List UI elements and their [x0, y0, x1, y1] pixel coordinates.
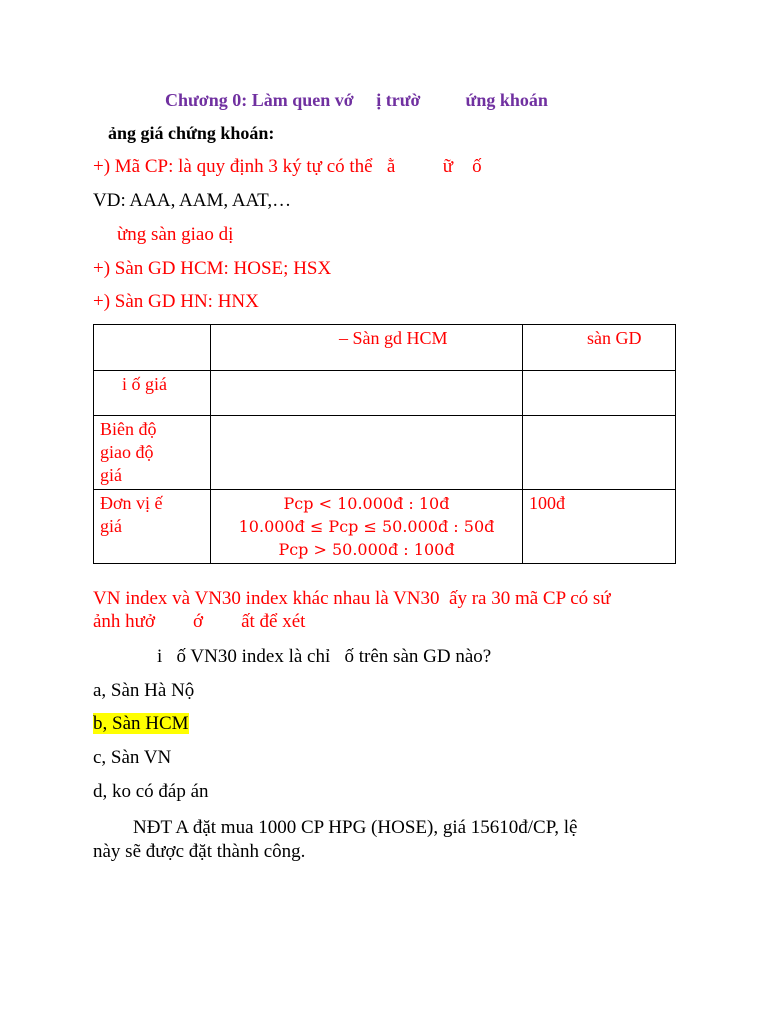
table-row	[94, 490, 676, 564]
ma-cp-line: +) Mã CP: là quy định 3 ký tự có thể ằ ữ ố	[93, 156, 482, 177]
row-label-band	[94, 416, 211, 490]
option-a: a, Sàn Hà Nộ	[93, 680, 195, 701]
formula-line: Pcp > 50.000đ : 100đ	[278, 540, 455, 559]
page-title: Chương 0: Làm quen vớ ị trườ ứng khoán	[165, 90, 548, 110]
header-cell-gd	[523, 325, 676, 371]
row-cell-hcm-formulas	[211, 490, 523, 564]
option-b	[93, 713, 189, 735]
ndt-line-2: này sẽ được đặt thành công.	[93, 841, 306, 862]
formula-line: Pcp < 10.000đ : 10đ	[283, 494, 450, 513]
exchange-heading: ừng sàn giao dị	[117, 224, 234, 245]
formula-line: 10.000đ ≤ Pcp ≤ 50.000đ : 50đ	[238, 517, 495, 536]
row-cell-gd	[523, 416, 676, 490]
option-b-highlight: b, Sàn HCM	[93, 713, 189, 734]
row-label-text: Biên độ giao độ giá	[100, 419, 157, 485]
row-label-tick	[94, 490, 211, 564]
row-cell-hcm	[211, 371, 523, 416]
row-label-price-step	[94, 371, 211, 416]
row-cell-gd-text: 100đ	[529, 493, 565, 513]
header-cell-hcm	[211, 325, 523, 371]
example-line: VD: AAA, AAM, AAT,…	[93, 190, 292, 211]
row-label-text: Đơn vị ế giá	[100, 493, 163, 536]
row-cell-gd	[523, 371, 676, 416]
section-heading: ảng giá chứng khoán:	[108, 123, 275, 143]
vn-index-line-1: VN index và VN30 index khác nhau là VN30 ấy ra 30 mã CP có sứ	[93, 588, 611, 609]
row-cell-gd	[523, 490, 676, 564]
exchange-table	[93, 324, 676, 564]
option-d: d, ko có đáp án	[93, 781, 209, 802]
header-hcm-label: – Sàn gd HCM	[339, 328, 448, 348]
header-cell-empty	[94, 325, 211, 371]
row-cell-hcm	[211, 416, 523, 490]
table-header-row	[94, 325, 676, 371]
question-text: i ố VN30 index là chỉ ố trên sàn GD nào?	[157, 646, 492, 667]
hn-exchange-line: +) Sàn GD HN: HNX	[93, 291, 259, 312]
header-gd-label: sàn GD	[587, 328, 642, 348]
ndt-line-1: NĐT A đặt mua 1000 CP HPG (HOSE), giá 15610đ/CP, lệ	[133, 817, 578, 838]
table-row	[94, 416, 676, 490]
row-label-text: i ố giá	[122, 374, 167, 394]
option-c: c, Sàn VN	[93, 747, 172, 768]
hcm-exchange-line: +) Sàn GD HCM: HOSE; HSX	[93, 258, 332, 279]
vn-index-line-2: ảnh hưở ớ ất để xét	[93, 611, 306, 632]
table-row	[94, 371, 676, 416]
